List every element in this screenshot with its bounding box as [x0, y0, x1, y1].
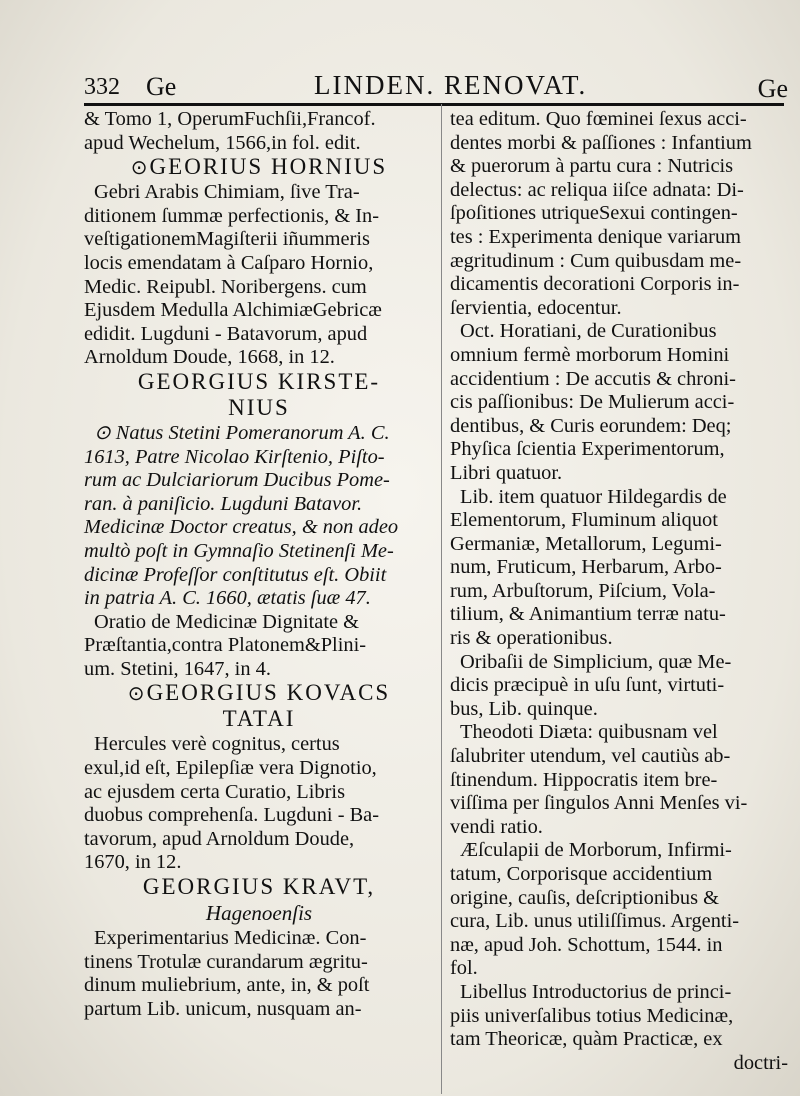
running-title: LINDEN. RENOVAT.	[314, 70, 588, 100]
text-line-content: cura, Lib. unus utiliſſimus. Argenti-	[450, 910, 740, 933]
text-line-content: num, Fruticum, Herbarum, Arbo-	[450, 556, 722, 579]
text-line	[450, 533, 788, 557]
text-line	[84, 804, 434, 828]
text-line	[450, 132, 788, 156]
text-line	[450, 509, 788, 533]
text-line-content: Oct. Horatiani, de Curationibus	[460, 320, 717, 343]
text-line	[84, 205, 434, 229]
text-line	[84, 658, 434, 682]
entry-heading-text: TATAI	[222, 706, 296, 732]
text-line-content: tatum, Corporisque accidentium	[450, 863, 713, 885]
entry-heading	[84, 707, 434, 733]
text-line	[450, 415, 788, 439]
text-line	[450, 1028, 788, 1052]
text-line	[450, 839, 788, 863]
text-line-content: 1613, Patre Nicolao Kirſtenio, Piſto-	[84, 445, 385, 468]
entry-marker-icon: ⊙	[127, 683, 147, 706]
text-line	[84, 299, 434, 323]
text-line	[450, 934, 788, 958]
text-line	[450, 438, 788, 462]
text-line	[450, 721, 788, 745]
text-line-content: rum ac Dulciariorum Ducibus Pome-	[84, 469, 390, 492]
text-line-content: accidentium : De accutis & chroni-	[450, 367, 736, 390]
text-line	[450, 344, 788, 368]
text-line-content: omnium fermè morborum Homini	[450, 343, 730, 366]
text-line-content: exul,id eſt, Epilepſiæ vera Dignotio,	[84, 757, 377, 780]
text-line-content: Theodoti Diæta: quibusnam vel	[460, 721, 718, 744]
text-line	[84, 228, 434, 252]
text-line	[450, 792, 788, 816]
text-line-content: apud Wechelum, 1566,in fol. edit.	[84, 131, 361, 154]
text-line	[84, 587, 434, 611]
entry-marker-icon: ⊙	[130, 157, 150, 180]
header-rule	[84, 103, 784, 106]
entry-heading-text: Hagenoenſis	[205, 901, 313, 926]
text-line	[84, 181, 434, 205]
text-line	[450, 745, 788, 769]
text-line	[450, 1052, 788, 1076]
text-line-content: ac ejusdem certa Curatio, Libris	[84, 780, 346, 803]
entry-heading-text: GEORGIUS KRAVT,	[142, 874, 376, 900]
text-line	[450, 603, 788, 627]
text-line-content: tinens Trotulæ curandarum ægritu-	[84, 950, 368, 973]
entry-heading-text: NIUS	[228, 394, 290, 420]
text-line-content: Lib. item quatuor Hildegardis de	[460, 485, 727, 508]
text-line-content: delectus: ac reliqua iiſce adnata: Di-	[450, 178, 744, 201]
right-column	[450, 108, 788, 1075]
text-line-content: Elementorum, Fluminum aliquot	[450, 509, 718, 532]
header-letter-left: Ge	[146, 72, 177, 101]
text-line-content: edidit. Lugduni - Batavorum, apud	[84, 322, 368, 345]
text-line-content: tam Theoricæ, quàm Practicæ, ex	[450, 1028, 723, 1051]
text-line-content: piis univerſalibus totius Medicinæ,	[450, 1004, 734, 1027]
text-line-content: Oribaſii de Simplicium, quæ Me-	[460, 650, 732, 673]
text-line	[450, 556, 788, 580]
text-line	[450, 981, 788, 1005]
text-line	[450, 202, 788, 226]
text-line	[84, 422, 434, 446]
text-line-content: locis emendatam à Caſparo Hornio,	[84, 251, 374, 274]
entry-heading-text: GEORGIUS KIRSTE-	[137, 368, 381, 394]
text-line-content: ſervientia, edocentur.	[450, 296, 622, 319]
text-line	[84, 540, 434, 564]
text-line	[450, 462, 788, 486]
text-line-content: doctri-	[733, 1051, 788, 1074]
text-line	[450, 816, 788, 840]
entry-heading	[84, 875, 434, 901]
text-line	[450, 863, 788, 887]
text-line-content: tea editum. Quo fœminei ſexus acci-	[450, 108, 747, 130]
text-line	[450, 108, 788, 132]
text-line-content: ris & operationibus.	[450, 627, 613, 650]
text-line	[450, 179, 788, 203]
text-line	[450, 155, 788, 179]
text-line-content: ran. à paniſicio. Lugduni Batavor.	[84, 492, 363, 515]
text-line	[84, 276, 434, 300]
text-line-content: duobus comprehenſa. Lugduni - Ba-	[84, 804, 380, 827]
text-line-content: tavorum, apud Arnoldum Doude,	[84, 827, 355, 850]
text-line	[84, 346, 434, 370]
text-line	[84, 132, 434, 156]
text-line	[84, 323, 434, 347]
text-line-content: Æſculapii de Morborum, Infirmi-	[460, 839, 732, 862]
text-line	[450, 957, 788, 981]
text-line	[84, 611, 434, 635]
text-line-content: ſalubriter utendum, vel cautiùs ab-	[450, 745, 731, 768]
text-line-content: ægritudinum : Cum quibusdam me-	[450, 249, 742, 272]
text-line	[84, 733, 434, 757]
text-line-content: Experimentarius Medicinæ. Con-	[94, 927, 367, 950]
text-line-content: Libellus Introductorius de princi-	[460, 980, 732, 1003]
text-line	[84, 252, 434, 276]
text-line-content: veſtigationemMagiſterii iñummeris	[84, 228, 370, 251]
text-line-content: rum, Arbuſtorum, Piſcium, Vola-	[450, 579, 716, 602]
text-line	[450, 651, 788, 675]
entry-heading	[84, 396, 434, 422]
text-line-content: & puerorum à partu cura : Nutricis	[450, 155, 734, 178]
text-line-content: næ, apud Joh. Schottum, 1544. in	[450, 933, 723, 956]
text-line-content: dinum muliebrium, ante, in, & poſt	[84, 974, 370, 997]
text-line-content: vendi ratio.	[450, 815, 543, 838]
entry-heading	[84, 370, 434, 396]
text-line-content: Arnoldum Doude, 1668, in 12.	[84, 346, 335, 369]
text-line	[450, 273, 788, 297]
text-line	[84, 469, 434, 493]
text-line-content: ſpoſitiones utriqueSexui contingen-	[450, 202, 738, 225]
text-line-content: dentibus, & Curis eorundem: Deq;	[450, 414, 732, 437]
text-line-content: ſtinendum. Hippocratis item bre-	[450, 768, 718, 791]
text-line-content: dicis præcipuè in uſu ſunt, virtuti-	[450, 674, 725, 697]
text-line	[84, 446, 434, 470]
text-line-content: Præſtantia,contra Platonem&Plini-	[84, 634, 367, 657]
column-divider	[441, 104, 442, 1094]
text-line-content: tes : Experimenta denique variarum	[450, 225, 742, 248]
text-line-content: viſſima per ſingulos Anni Menſes vi-	[450, 792, 748, 815]
text-line	[84, 516, 434, 540]
text-line-content: Medicinæ Doctor creatus, & non adeo	[84, 516, 399, 539]
text-line-content: bus, Lib. quinque.	[450, 697, 598, 720]
text-line	[84, 781, 434, 805]
text-line	[450, 674, 788, 698]
text-line-content: Gebri Arabis Chimiam, ſive Tra-	[94, 181, 360, 204]
text-line-content: Hercules verè cognitus, certus	[94, 733, 340, 756]
entry-heading	[84, 155, 434, 181]
text-line	[450, 391, 788, 415]
text-line-content: ditionem ſummæ perfectionis, & In-	[84, 204, 380, 227]
entry-heading-text: GEORIUS HORNIUS	[149, 154, 388, 180]
entry-marker-icon: ⊙	[94, 421, 116, 444]
text-line	[450, 910, 788, 934]
entry-heading	[84, 901, 434, 927]
text-line-content: Natus Stetini Pomeranorum A. C.	[115, 421, 390, 444]
text-line	[450, 250, 788, 274]
text-line	[84, 828, 434, 852]
text-line	[450, 887, 788, 911]
text-line	[84, 974, 434, 998]
text-line-content: Ejusdem Medulla AlchimiæGebricæ	[84, 299, 382, 322]
text-line-content: fol.	[450, 957, 478, 980]
entry-heading-text: GEORGIUS KOVACS	[146, 680, 391, 706]
text-line	[450, 698, 788, 722]
text-line-content: multò poſt in Gymnaſio Stetinenſi Me-	[84, 539, 394, 562]
text-line	[84, 927, 434, 951]
entry-heading	[84, 681, 434, 707]
text-line-content: & Tomo 1, OperumFuchſii,Francof.	[84, 108, 376, 130]
header-letter-right: Ge	[757, 74, 788, 103]
text-line-content: Germaniæ, Metallorum, Legumi-	[450, 532, 722, 555]
running-header	[84, 66, 788, 106]
text-line	[84, 634, 434, 658]
text-line	[450, 627, 788, 651]
text-line-content: um. Stetini, 1647, in 4.	[84, 657, 271, 680]
text-line	[450, 580, 788, 604]
text-line	[450, 486, 788, 510]
text-line	[84, 564, 434, 588]
text-line-content: origine, cauſis, deſcriptionibus &	[450, 886, 719, 909]
text-line-content: 1670, in 12.	[84, 851, 182, 874]
text-line-content: dicamentis decorationi Corporis in-	[450, 273, 740, 296]
text-line-content: Oratio de Medicinæ Dignitate &	[94, 610, 360, 633]
text-line	[450, 226, 788, 250]
text-line	[84, 108, 434, 132]
text-line-content: Medic. Reipubl. Noribergens. cum	[84, 275, 367, 298]
text-line-content: Phyſica ſcientia Experimentorum,	[450, 438, 725, 461]
text-line	[84, 493, 434, 517]
text-line-content: in patria A. C. 1660, ætatis ſuæ 47.	[84, 587, 371, 610]
left-column	[84, 108, 434, 1021]
text-line	[450, 320, 788, 344]
text-line-content: dentes morbi & paſſiones : Infantium	[450, 131, 752, 154]
text-line-content: dicinæ Profeſſor conſtitutus eſt. Obiit	[84, 563, 387, 586]
text-line-content: partum Lib. unicum, nusquam an-	[84, 997, 362, 1020]
text-line	[84, 998, 434, 1022]
text-line-content: tilium, & Animantium terræ natu-	[450, 603, 726, 626]
text-line-content: cis paſſionibus: De Mulierum acci-	[450, 391, 735, 414]
text-line	[450, 368, 788, 392]
text-line	[450, 297, 788, 321]
text-line	[84, 951, 434, 975]
page-number: 332	[84, 74, 120, 100]
text-line	[84, 851, 434, 875]
text-line	[84, 757, 434, 781]
text-line-content: Libri quatuor.	[450, 461, 563, 484]
text-line	[450, 1005, 788, 1029]
text-line	[450, 769, 788, 793]
